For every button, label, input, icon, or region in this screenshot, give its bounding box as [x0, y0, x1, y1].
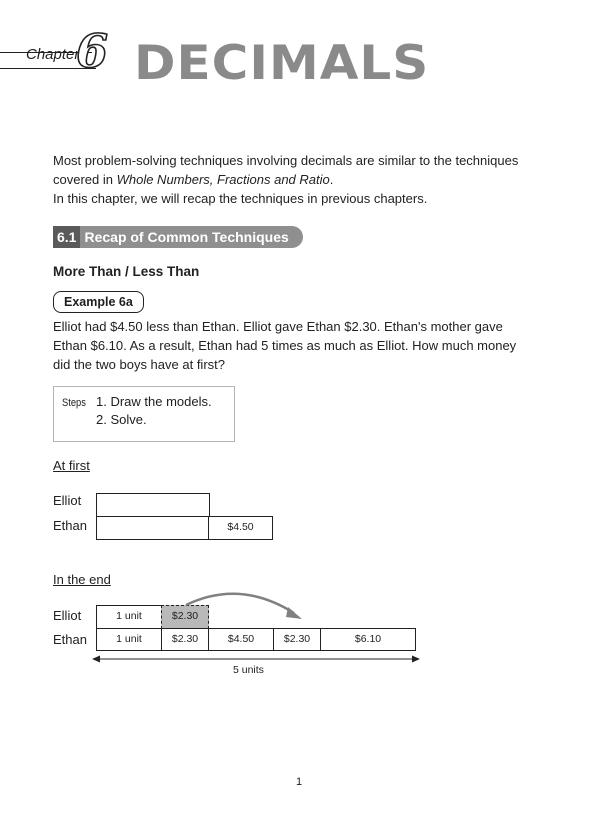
in-the-end-elliot-unit: 1 unit: [96, 605, 162, 629]
at-first-ethan-bar: [96, 516, 210, 540]
intro-line-2: [53, 170, 553, 189]
page-number: 1: [296, 776, 303, 788]
in-the-end-elliot-given: $2.30: [161, 605, 209, 629]
in-the-end-elliot-label: Elliot: [53, 608, 82, 623]
in-the-end-ethan-label: Ethan: [53, 632, 87, 647]
problem-text: Elliot had $4.50 less than Ethan. Elliot gave Ethan $2.30. Ethan's mother gave Ethan $6.10. As a result, Ethan had 5 times as much as Elliot. How much money did the two boys have at first?: [53, 319, 517, 372]
ethan-cell-received: $2.30: [273, 628, 321, 651]
chapter-title: DECIMALS: [134, 35, 430, 91]
chapter-label: Chapter: [26, 46, 80, 63]
total-units-label: 5 units: [233, 664, 264, 676]
step-1: 1. Draw the models.: [96, 394, 212, 409]
intro-line-1: Most problem-solving techniques involving decimals are similar to the techniques: [53, 153, 519, 168]
intro-paragraph: [53, 151, 553, 208]
transfer-arrow-icon: [180, 585, 320, 627]
section-banner: [53, 226, 303, 248]
intro-line-2-suffix: .: [329, 172, 334, 187]
intro-line-3: In this chapter, we will recap the techniques in previous chapters.: [53, 191, 428, 206]
intro-line-2-prefix: covered in: [53, 172, 117, 187]
intro-line-2-italic: Whole Numbers, Fractions and Ratio: [116, 172, 330, 187]
ethan-cell-mother: $6.10: [320, 628, 416, 651]
section-number: 6.1: [53, 226, 80, 248]
at-first-ethan-label: Ethan: [53, 518, 87, 533]
in-the-end-heading: In the end: [53, 572, 111, 587]
step-2: 2. Solve.: [96, 412, 147, 427]
section-title: Recap of Common Techniques: [84, 229, 289, 245]
at-first-heading: At first: [53, 458, 90, 473]
at-first-elliot-label: Elliot: [53, 493, 82, 508]
steps-label: Steps: [62, 397, 86, 409]
chapter-number: 6: [76, 24, 109, 78]
ethan-cell-given: $2.30: [161, 628, 209, 651]
at-first-elliot-bar: [96, 493, 210, 517]
at-first-ethan-extra: $4.50: [208, 516, 273, 540]
ethan-cell-unit: 1 unit: [96, 628, 162, 651]
ethan-cell-difference: $4.50: [208, 628, 274, 651]
sub-heading: More Than / Less Than: [53, 264, 200, 279]
example-label: Example 6a: [53, 291, 144, 313]
